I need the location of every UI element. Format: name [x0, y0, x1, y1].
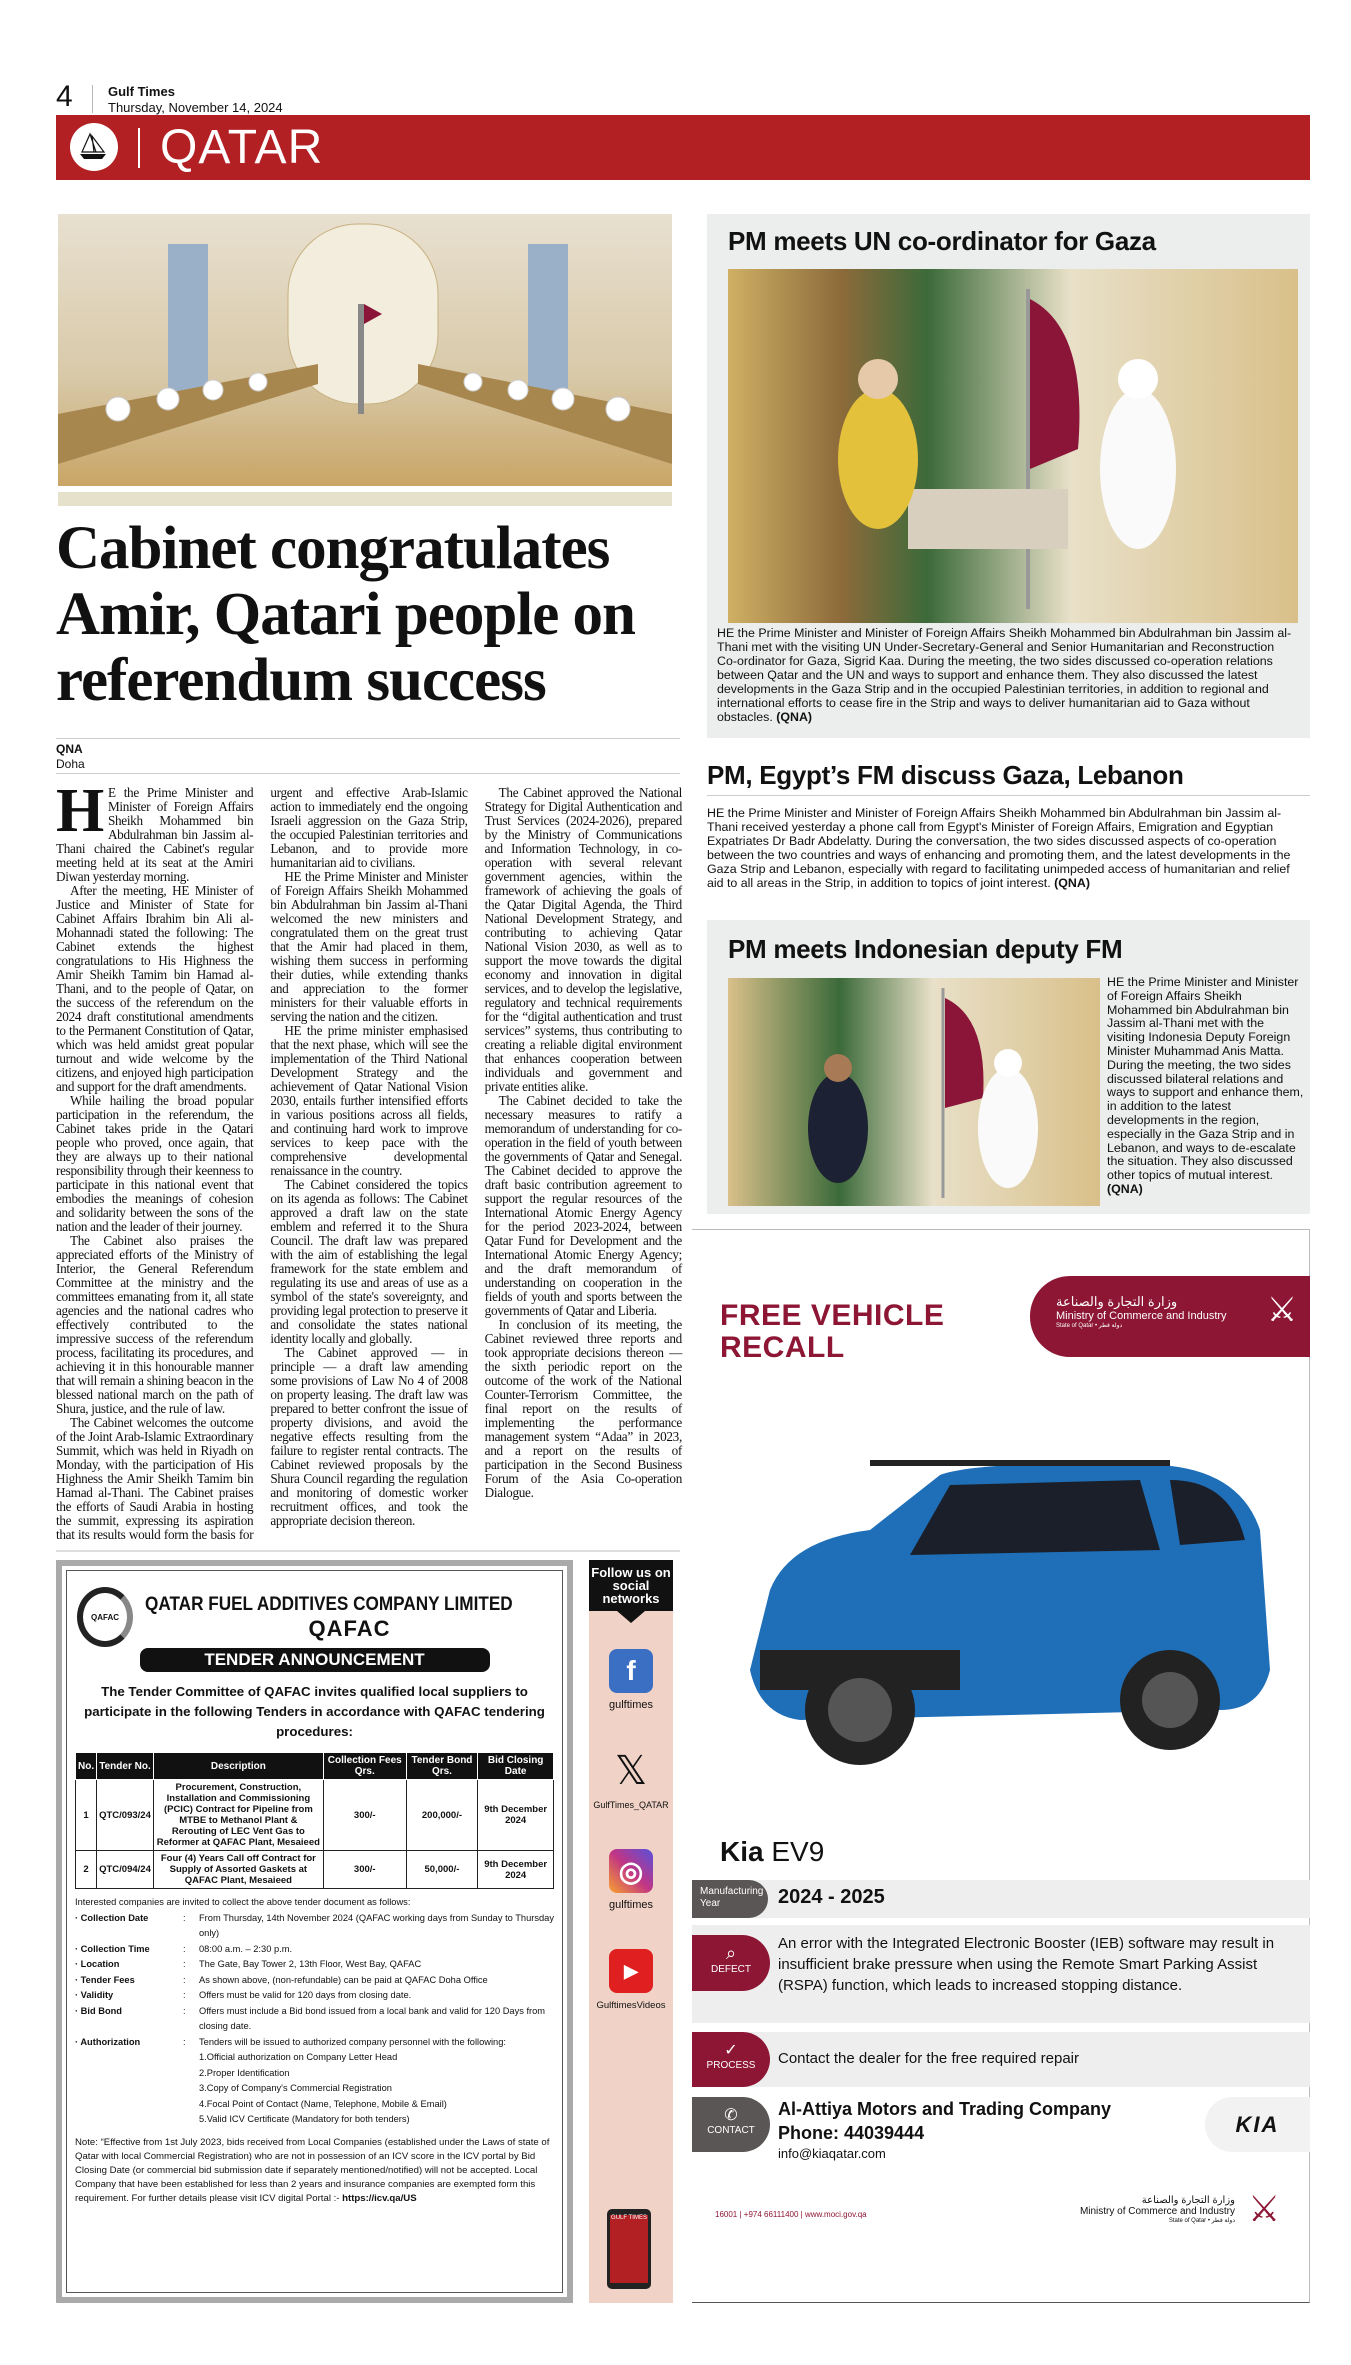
- recall-title: [720, 1300, 944, 1364]
- ministry-footer-logo: [995, 2195, 1235, 2224]
- tab-label: DEFECT: [711, 1964, 751, 1975]
- detail-key: · Location: [75, 1959, 120, 1969]
- credit: (QNA): [1107, 1181, 1143, 1196]
- cell: 50,000/-: [406, 1851, 478, 1889]
- body-text: HE the Prime Minister and Minister of Foreign Affairs Sheikh Mohammed bin Abdulrahman bin Jassim al-Thani received yesterday a phone call from Egypt's Minister of Foreign Affairs, Emigration and Egyptian Expatriates Dr Badr Abdelatty. During the conversation, the two sides discussed aspects of co-operation between the two countries and ways of enhancing and promoting them, and the latest developments in the Gaza Strip and Lebanon, especially with regard to facilitating unimpeded access of humanitarian and relief aid to all areas in the Strip, in addition to topics of joint interest.: [707, 806, 1291, 890]
- paragraph: The Cabinet approved the National Strategy for Digital Authentication and Trust Services (2024-2026), prepared by the Ministry of Communications and Information Technology, in co-operation with several relevant government agencies, within the framework of achieving the goals of the Qatar Digital Agenda, the Third National Development Strategy, and contributing to achieving Qatar National Vision 2030, as well as to support the move towards the digital economy and innovation in digital services, and to develop the legislative, regulatory and technical requirements for the “digital authentication and trust services” systems, thus contributing to creating a reliable digital environment that enhances cooperation between individuals and government and private entities alike.: [484, 785, 682, 1094]
- divider: [92, 85, 93, 113]
- cell: QTC/093/24: [97, 1780, 154, 1851]
- social-sidebar: [589, 1560, 673, 2303]
- phone-icon: ✆: [724, 2107, 738, 2124]
- tab-label: CONTACT: [707, 2125, 755, 2136]
- paragraph: While hailing the broad popular participation in the referendum, the Cabinet takes pride in the Qatari people who proved, once again, that they are always up to their national responsibility through their keenness to participate in this national event that embodies the meanings of cohesion and solidarity between the sons of the nation and the leader of their journey.: [56, 1093, 254, 1234]
- logo-text: QAFAC: [91, 1612, 119, 1622]
- social-handle: gulftimes: [608, 1699, 654, 1711]
- contact-row: [692, 2097, 1310, 2161]
- divider: [56, 1550, 680, 1552]
- ministry-english: Ministry of Commerce and Industry: [1079, 2206, 1235, 2217]
- cell: QTC/094/24: [97, 1851, 154, 1889]
- year-label: Manufacturing Year: [692, 1880, 768, 1918]
- detail-key: · Collection Date: [75, 1912, 149, 1923]
- social-handle: GulfTimes_QATAR: [593, 1800, 669, 1810]
- un-meeting-photo: [728, 269, 1298, 623]
- story-body: [707, 806, 1307, 890]
- cell: 9th December 2024: [478, 1851, 554, 1889]
- vehicle-model: [720, 1836, 824, 1868]
- process-row: [692, 2032, 1310, 2087]
- col-header: Tender Bond Qrs.: [406, 1753, 478, 1780]
- ministry-arabic: وزارة التجارة والصناعة: [1141, 2195, 1235, 2206]
- byline-agency: QNA: [56, 742, 83, 756]
- ministry-english: Ministry of Commerce and Industry: [1056, 1310, 1227, 1322]
- qatar-emblem-icon: ⚔: [1248, 2188, 1281, 2229]
- defect-text: An error with the Integrated Electronic Booster (IEB) software may result in insufficient brake pressure when using the Remote Smart Parking Assist (RSPA) function, which leads to increased stopping distance.: [778, 1935, 1275, 1994]
- ministry-badge: [1030, 1276, 1310, 1357]
- detail-key: · Tender Fees: [75, 1974, 135, 1985]
- process-text: Contact the dealer for the free required repair: [778, 2050, 1080, 2067]
- detail-value: Offers must be valid for 120 days from closing date.: [199, 1990, 412, 2000]
- dhow-logo-icon: [70, 123, 118, 171]
- divider: [56, 773, 680, 774]
- detail-key: · Collection Time: [75, 1943, 150, 1954]
- dealer-phone: Phone: 44039444: [778, 2123, 925, 2143]
- detail-value: Offers must include a Bid bond issued from a local bank and valid for 120 Days from closing date.: [199, 2005, 546, 2031]
- auth-item: 2.Proper Identification: [199, 2067, 290, 2078]
- detail-key: · Validity: [75, 1990, 114, 2000]
- title-line: RECALL: [720, 1331, 845, 1364]
- col-header: Tender No.: [97, 1753, 154, 1780]
- cell: 300/-: [323, 1851, 406, 1889]
- detail-key: · Bid Bond: [75, 2005, 122, 2016]
- ministry-contacts: 16001 | +974 66111400 | www.moci.gov.qa: [715, 2210, 867, 2219]
- page-number: 4: [56, 80, 73, 113]
- title-line: FREE VEHICLE: [720, 1299, 945, 1332]
- tender-banner: TENDER ANNOUNCEMENT: [140, 1648, 490, 1672]
- process-tab: [692, 2032, 770, 2087]
- tender-details: Interested companies are invited to collect the above tender document as follows: · Collection Date : From Thursday, 14th November 2024 (QAFAC working days from Sunday to Thursday only) · Collection Time : 08:00 a.m. – 2:30 p.m. · Location : The Gate, Bay Tower 2, 13th Floor, West Bay, QAFAC · Tender Fees : As shown above, (non-refundable) can be paid at QAFAC Doha Office · Validity : Offers must be valid for 120 days from closing date. · Bid Bond : Offers must include a Bid bond issued from a local bank and valid for 120 Days from closing date. · Authorization : Tenders will be issued to authorized company personnel with the following: 1.Official authorization on Company Letter Head 2.Proper Identification 3.Copy of Company's Commercial Registration 4.Focal Point of Contact (Name, Telephone, Mobile & Email) 5.Valid ICV Certificate (Mandatory for both tenders): [75, 1895, 554, 2128]
- auth-item: 4.Focal Point of Contact (Name, Telephone, Mobile & Email): [199, 2098, 447, 2109]
- state-text: State of Qatar • دولة قطر: [1056, 1323, 1123, 1329]
- cell: Four (4) Years Call off Contract for Supply of Assorted Gaskets at QAFAC Plant, Mesaieed: [153, 1851, 323, 1889]
- table-row: [76, 1780, 554, 1851]
- auth-item: 1.Official authorization on Company Letter Head: [199, 2052, 398, 2062]
- col-header: Collection Fees Qrs.: [323, 1753, 406, 1780]
- x-icon: 𝕏: [614, 1749, 648, 1793]
- model: EV9: [771, 1836, 825, 1867]
- paragraph: After the meeting, HE Minister of Justice and Minister of State for Cabinet Affairs Ibrahim bin Ali al-Mohannadi stated the following: The Cabinet extends the highest congratulations to His Highness the Amir Sheikh Tamim bin Hamad al-Thani, and to the people of Qatar, on the success of the referendum on the 2024 draft constitutional amendments to the Permanent Constitution of Qatar, which was held amidst great popular turnout and wide welcome by the citizens, and enjoyed high participation and support for the draft amendments.: [56, 883, 254, 1094]
- qatar-emblem-icon: ⚔: [1266, 1291, 1298, 1329]
- cell: 200,000/-: [406, 1780, 478, 1851]
- cell: 1: [76, 1780, 97, 1851]
- indonesia-meeting-photo: [728, 978, 1100, 1206]
- paragraph: HE the Prime Minister and Minister of Foreign Affairs Sheikh Mohammed bin Abdulrahman bin Jassim al-Thani welcomed the new ministers and congratulated them on the great trust that the Amir had placed in them, wishing them success in performing their duties, while extending thanks and appreciation to the former ministers for their valuable efforts in serving the nation and the citizen.: [270, 869, 468, 1024]
- cell: 9th December 2024: [478, 1780, 554, 1851]
- state-text: State of Qatar • دولة قطر: [1168, 2218, 1235, 2224]
- credit: (QNA): [776, 710, 813, 724]
- paragraph: In conclusion of its meeting, the Cabinet reviewed three reports and took appropriate decisions thereon — the sixth periodic report on the outcome of the work of the National Counter-Terrorism Committee, the final report on the results of implementing the performance management system “Adaa” in 2023, and a report on the results of participation in the Second Business Forum of the Asia Co-operation Dialogue.: [484, 1317, 682, 1500]
- brand: Kia: [720, 1836, 764, 1867]
- detail-value: Tenders will be issued to authorized company personnel with the following:: [199, 2036, 506, 2047]
- cell: 2: [76, 1851, 97, 1889]
- caption-text: HE the Prime Minister and Minister of Foreign Affairs Sheikh Mohammed bin Abdulrahman bin Jassim al-Thani met with the visiting Indonesia Deputy Foreign Minister Muhammad Anis Matta. During the meeting, the two sides discussed bilateral relations and ways to support and enhance them, in addition to the latest developments in the region, especially in the Gaza Strip and in Lebanon, and ways to de-escalate the situation. They also discussed other topics of mutual interest.: [1107, 975, 1304, 1183]
- cell: 300/-: [323, 1780, 406, 1851]
- paragraph: The Cabinet considered the topics on its agenda as follows: The Cabinet approved a draft law on the state emblem and referred it to the Shura Council. The draft law was prepared with the aim of establishing the legal framework for the state emblem and regulating its use and areas of use as a symbol of the state's sovereignty, and providing legal protection to preserve it and consolidate the states national identity locally and globally.: [270, 1177, 468, 1346]
- social-x[interactable]: [589, 1749, 673, 1811]
- contact-tab: [692, 2097, 770, 2152]
- paragraph: HE the prime minister emphasised that the next phase, which will see the implementation of the Third National Development Strategy and the achievement of Qatar National Vision 2030, entails further intensified efforts in various positions across all fields, and continuing hard work to improve services to keep pace with the comprehensive developmental renaissance in the country.: [270, 1023, 468, 1178]
- cell: Procurement, Construction, Installation and Commissioning (PCIC) Contract for Pipeline from MTBE to Methanol Plant & Rerouting of LEC Vent Gas to Reformer at QAFAC Plant, Mesaieed: [153, 1780, 323, 1851]
- youtube-icon: ▶: [609, 1949, 653, 1993]
- col-header: Bid Closing Date: [478, 1753, 554, 1780]
- facebook-icon: f: [609, 1649, 653, 1693]
- tender-table: [75, 1752, 554, 1889]
- detail-value: As shown above, (non-refundable) can be paid at QAFAC Doha Office: [199, 1974, 488, 1985]
- section-title: QATAR: [160, 121, 324, 174]
- tender-intro: The Tender Committee of QAFAC invites qualified local suppliers to participate in the following Tenders in accordance with QAFAC tendering procedures:: [84, 1684, 545, 1739]
- checkmark-icon: ✓: [724, 2042, 738, 2059]
- paper-name: Gulf Times: [108, 84, 175, 99]
- kia-logo: KIA: [1205, 2097, 1310, 2152]
- paragraph: The Cabinet approved — in principle — a draft law amending some provisions of Law No 4 of 2008 on property leasing. The draft law was prepared to better confront the issue of property divisions, and avoid the negative effects resulting from the failure to register rental contracts. The Cabinet reviewed proposals by the Shura Council regarding the regulation and monitoring of domestic worker recruitment offices, and took the appropriate decision thereon.: [270, 1345, 468, 1528]
- dateline: Doha: [56, 757, 85, 771]
- paragraph: HE the Prime Minister and Minister of Foreign Affairs Sheikh Mohammed bin Abdulrahman bin Jassim al-Thani chaired the Cabinet's regular meeting held at its seat at the Amiri Diwan yesterday morning.: [56, 777, 254, 884]
- defect-row: [692, 1925, 1310, 2023]
- photo-strip: [58, 492, 672, 506]
- detail-value: The Gate, Bay Tower 2, 13th Floor, West Bay, QAFAC: [199, 1959, 422, 1969]
- dealer-info: [778, 2097, 1188, 2163]
- photo-caption: [717, 626, 1297, 724]
- paragraph: The Cabinet welcomes the outcome of the Joint Arab-Islamic Extraordinary Summit, which was held in Riyadh on Monday, with the participation of His Highness the Amir Sheikh Tamim bin Hamad al-Thani. The Cabinet praises the efforts of Saudi Arabia in hosting the summit, expressing its aspiration that its results would form the basis for urgent and effective Arab-Islamic action to immediately end the ongoing Israeli aggression on the Gaza Strip, the occupied Palestinian territories and Lebanon, and to provide more humanitarian aid to civilians.: [56, 785, 468, 1542]
- paragraph: The Cabinet decided to take the necessary measures to ratify a memorandum of understanding for co-operation in the field of youth between the governments of Qatar and Senegal. The Cabinet decided to approve the draft basic contribution agreement to support the regular resources of the International Atomic Energy Agency for the period 2023-2024, between Qatar Fund for Development and the International Atomic Energy Agency; and the draft memorandum of understanding on cooperation in the fields of youth and sports between the governments of Qatar and Liberia.: [484, 1093, 682, 1318]
- year-row: [692, 1880, 1310, 1918]
- detail-value: From Thursday, 14th November 2024 (QAFAC working days from Sunday to Thursday only): [199, 1912, 554, 1938]
- defect-tab: [692, 1935, 770, 1991]
- social-handle: GulftimesVideos: [596, 2000, 666, 2011]
- dealer-email[interactable]: info@kiaqatar.com: [778, 2146, 886, 2161]
- invite-text: Interested companies are invited to collect the above tender document as follows:: [75, 1897, 411, 1907]
- auth-item: 3.Copy of Company's Commercial Registration: [199, 2083, 392, 2093]
- auth-item: 5.Valid ICV Certificate (Mandatory for both tenders): [199, 2114, 410, 2124]
- social-heading: Follow us on social networks: [589, 1560, 673, 1611]
- note-text: Note: “Effective from 1st July 2023, bids received from Local Companies (established under the Laws of state of Qatar with local Commercial Registration) who are not in possession of an ICV score in the ICV portal by Bid Closing Date (or commercial bid submission date if separately mentioned/notified) will not be accepted. Local Company that have been established for less than 2 years and insurance companies are exempted form this requirement. For further details please visit ICV digital Portal :-: [75, 2136, 550, 2204]
- phone-icon: [607, 2209, 651, 2289]
- tender-note: [75, 2136, 554, 2206]
- col-header: No.: [76, 1753, 97, 1780]
- qafac-logo-icon: [77, 1587, 133, 1647]
- year-value: 2024 - 2025: [778, 1886, 885, 1908]
- lead-article-body: [56, 777, 682, 1546]
- tab-label: PROCESS: [706, 2060, 756, 2071]
- caption-text: HE the Prime Minister and Minister of Foreign Affairs Sheikh Mohammed bin Abdulrahman bin Jassim al-Thani met with the visiting UN Under-Secretary-General and Senior Humanitarian and Reconstruction Co-ordinator for Gaza, Sigrid Kaa. During the meeting, the two sides discussed co-operation relations between Qatar and the UN and ways to support and enhance them. They also discussed the latest developments in the Gaza Strip and in the occupied Palestinian territories, in addition to regional and international efforts to cease fire in the Strip and ways to deliver humanitarian aid to Gaza without obstacles.: [717, 626, 1292, 724]
- credit: (QNA): [1054, 876, 1090, 890]
- social-handle: gulftimes: [608, 1899, 654, 1911]
- photo-caption: [1107, 976, 1305, 1197]
- story-title: PM meets UN co-ordinator for Gaza: [728, 226, 1156, 256]
- paragraph: The Cabinet also praises the appreciated efforts of the Ministry of Interior, the General Referendum Committee at the ministry and the committees emanating from it, all state agencies and the national cadres who effectively contributed to the impressive success of the referendum process, facilitating its procedures, and achieving it in this honourable manner that will remain a shining beacon in the blessed national march on the path of Shura, justice, and the rule of law.: [56, 1233, 254, 1416]
- dealer-name: Al-Attiya Motors and Trading Company: [778, 2099, 1112, 2119]
- social-facebook[interactable]: [589, 1649, 673, 1711]
- table-row: [76, 1851, 554, 1889]
- instagram-icon: ◎: [609, 1849, 653, 1893]
- social-youtube[interactable]: [589, 1949, 673, 2011]
- kia-ev9-car-image: [720, 1420, 1280, 1820]
- story-title: PM, Egypt’s FM discuss Gaza, Lebanon: [707, 760, 1184, 790]
- social-instagram[interactable]: [589, 1849, 673, 1911]
- cabinet-meeting-photo: [58, 214, 672, 486]
- divider: [56, 738, 680, 739]
- divider: [707, 795, 1310, 796]
- issue-date: Thursday, November 14, 2024: [108, 100, 283, 115]
- phone-brand: GULF TIMES: [610, 2215, 648, 2283]
- col-header: Description: [153, 1753, 323, 1780]
- divider: [138, 128, 140, 168]
- tender-advertisement: [56, 1560, 573, 2303]
- lead-headline: Cabinet congratulates Amir, Qatari people on referendum success: [56, 515, 635, 714]
- detail-key: · Authorization: [75, 2036, 141, 2047]
- company-short: QAFAC: [308, 1616, 391, 1641]
- company-name: QATAR FUEL ADDITIVES COMPANY LIMITED: [145, 1593, 513, 1615]
- story-title: PM meets Indonesian deputy FM: [728, 934, 1123, 964]
- ministry-arabic: وزارة التجارة والصناعة: [1056, 1294, 1178, 1309]
- detail-value: 08:00 a.m. – 2:30 p.m.: [199, 1943, 293, 1954]
- search-icon: ⌕: [725, 1943, 737, 1963]
- icv-link[interactable]: https://icv.qa/US: [342, 2192, 417, 2204]
